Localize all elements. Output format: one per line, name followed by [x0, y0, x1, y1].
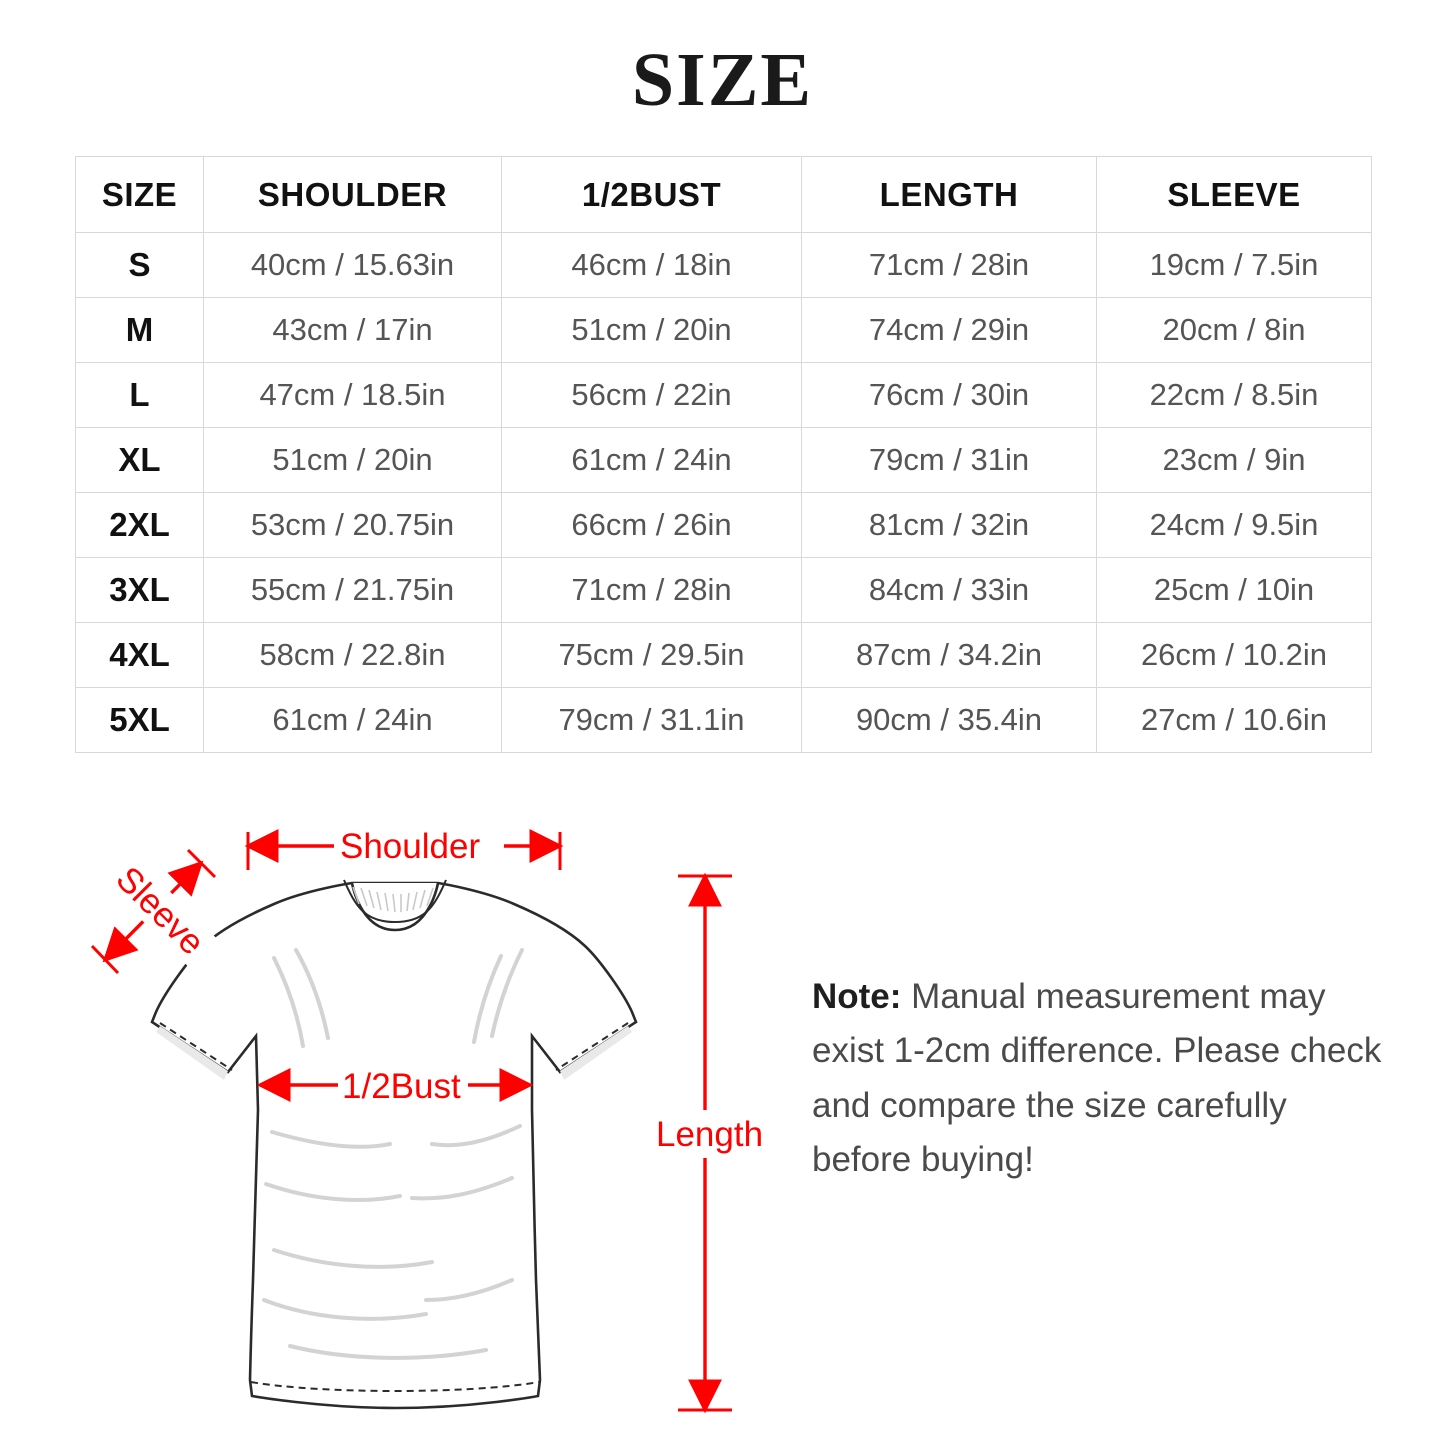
- cell-size: 3XL: [76, 558, 204, 623]
- shoulder-label: Shoulder: [340, 827, 481, 866]
- cell-sleeve: 26cm / 10.2in: [1097, 623, 1372, 688]
- cell-bust: 75cm / 29.5in: [502, 623, 802, 688]
- table-row: [76, 623, 1372, 688]
- cell-length: 87cm / 34.2in: [802, 623, 1097, 688]
- sleeve-label: Sleeve: [108, 859, 212, 963]
- cell-bust: 66cm / 26in: [502, 493, 802, 558]
- cell-size: L: [76, 363, 204, 428]
- table-header-row: [76, 157, 1372, 233]
- cell-shoulder: 53cm / 20.75in: [204, 493, 502, 558]
- size-chart-table: [75, 156, 1371, 753]
- cell-sleeve: 20cm / 8in: [1097, 298, 1372, 363]
- cell-size: XL: [76, 428, 204, 493]
- cell-length: 71cm / 28in: [802, 233, 1097, 298]
- tshirt-diagram-svg: [60, 780, 820, 1440]
- cell-bust: 56cm / 22in: [502, 363, 802, 428]
- cell-sleeve: 25cm / 10in: [1097, 558, 1372, 623]
- cell-shoulder: 51cm / 20in: [204, 428, 502, 493]
- cell-length: 74cm / 29in: [802, 298, 1097, 363]
- page-title: SIZE: [631, 38, 814, 122]
- table-row: [76, 298, 1372, 363]
- cell-length: 81cm / 32in: [802, 493, 1097, 558]
- table-row: [76, 363, 1372, 428]
- column-header-length: LENGTH: [802, 157, 1097, 233]
- table-row: [76, 233, 1372, 298]
- cell-sleeve: 27cm / 10.6in: [1097, 688, 1372, 753]
- cell-size: S: [76, 233, 204, 298]
- note-label: Note:: [812, 977, 902, 1016]
- table-row: [76, 558, 1372, 623]
- cell-size: M: [76, 298, 204, 363]
- column-header-sleeve: SLEEVE: [1097, 157, 1372, 233]
- table: [75, 156, 1372, 753]
- cell-bust: 79cm / 31.1in: [502, 688, 802, 753]
- cell-size: 5XL: [76, 688, 204, 753]
- cell-shoulder: 43cm / 17in: [204, 298, 502, 363]
- note-body: Manual measurement may exist 1-2cm difference. Please check and compare the size carefully before buying!: [812, 977, 1382, 1179]
- length-label: Length: [656, 1115, 764, 1154]
- cell-shoulder: 55cm / 21.75in: [204, 558, 502, 623]
- cell-sleeve: 22cm / 8.5in: [1097, 363, 1372, 428]
- cell-size: 4XL: [76, 623, 204, 688]
- table-row: [76, 688, 1372, 753]
- sleeve-label-group: [104, 854, 216, 966]
- tshirt-outline: [152, 880, 636, 1408]
- table-row: [76, 428, 1372, 493]
- cell-shoulder: 58cm / 22.8in: [204, 623, 502, 688]
- cell-sleeve: 24cm / 9.5in: [1097, 493, 1372, 558]
- cell-shoulder: 40cm / 15.63in: [204, 233, 502, 298]
- cell-shoulder: 47cm / 18.5in: [204, 363, 502, 428]
- cell-bust: 51cm / 20in: [502, 298, 802, 363]
- cell-bust: 61cm / 24in: [502, 428, 802, 493]
- cell-length: 90cm / 35.4in: [802, 688, 1097, 753]
- cell-sleeve: 23cm / 9in: [1097, 428, 1372, 493]
- cell-sleeve: 19cm / 7.5in: [1097, 233, 1372, 298]
- bust-label: 1/2Bust: [342, 1067, 461, 1106]
- column-header-bust: 1/2BUST: [502, 157, 802, 233]
- cell-length: 84cm / 33in: [802, 558, 1097, 623]
- column-header-shoulder: SHOULDER: [204, 157, 502, 233]
- cell-length: 76cm / 30in: [802, 363, 1097, 428]
- cell-size: 2XL: [76, 493, 204, 558]
- cell-bust: 46cm / 18in: [502, 233, 802, 298]
- measurement-diagram: [0, 770, 1445, 1445]
- cell-shoulder: 61cm / 24in: [204, 688, 502, 753]
- note-text: [812, 970, 1392, 1187]
- cell-bust: 71cm / 28in: [502, 558, 802, 623]
- table-row: [76, 493, 1372, 558]
- cell-length: 79cm / 31in: [802, 428, 1097, 493]
- column-header-size: SIZE: [76, 157, 204, 233]
